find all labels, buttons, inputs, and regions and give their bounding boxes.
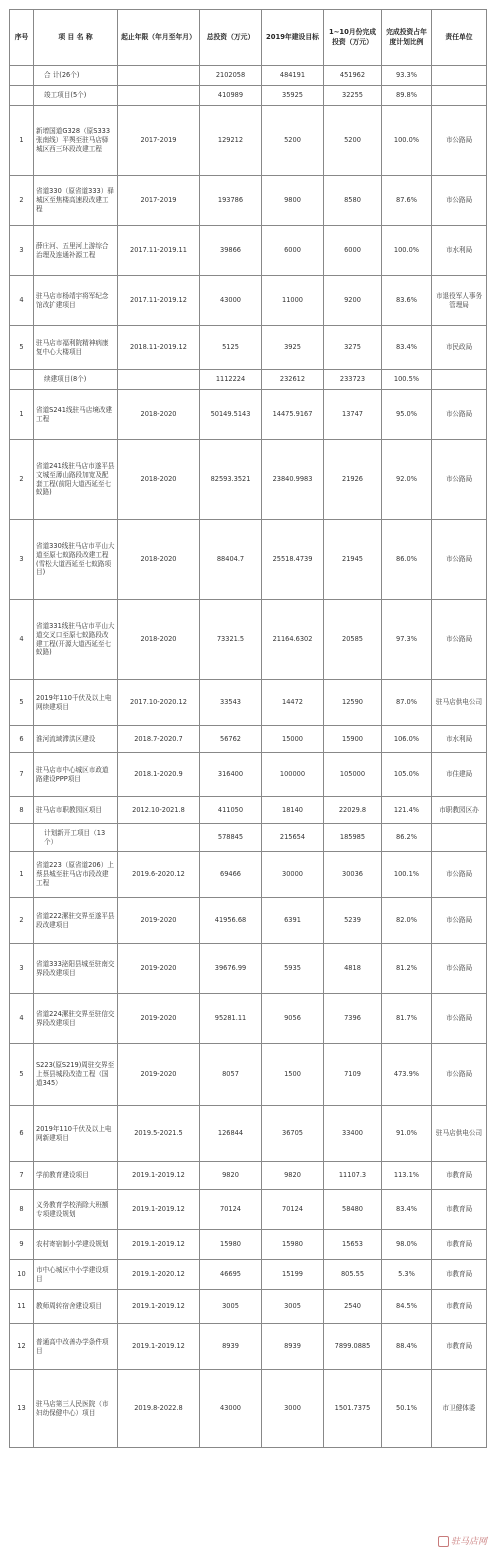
cell-target: 36705 [262,1106,324,1162]
cell-done: 5239 [324,898,382,944]
cell-seq: 11 [10,1290,34,1324]
cell-done: 7109 [324,1044,382,1106]
cell-name: 驻马店市福利院精神病康复中心大楼项目 [34,326,118,370]
site-watermark [438,1534,487,1547]
table-row [10,1044,487,1106]
cell-name: 驻马店市杨靖宇将军纪念馆改扩建项目 [34,276,118,326]
cell-seq: 4 [10,600,34,680]
cell-unit: 市公路局 [432,520,487,600]
cell-unit: 市公路局 [432,898,487,944]
cell-ratio: 100.1% [382,852,432,898]
cell-ratio: 81.7% [382,994,432,1044]
cell-name: 普通高中改善办学条件项目 [34,1324,118,1370]
cell-period: 2019.1-2019.12 [118,1290,200,1324]
cell-seq [10,370,34,390]
table-row [10,440,487,520]
cell-period: 2018-2020 [118,390,200,440]
cell-name: 续建项目(8个) [34,370,118,390]
cell-done: 2540 [324,1290,382,1324]
cell-total: 56762 [200,726,262,753]
cell-unit: 市公路局 [432,1044,487,1106]
cell-unit: 市教育局 [432,1190,487,1230]
header-ratio: 完成投资占年度计划比例 [382,10,432,66]
table-row [10,726,487,753]
table-row [10,106,487,176]
cell-seq: 3 [10,520,34,600]
cell-period [118,370,200,390]
cell-target: 14475.9167 [262,390,324,440]
cell-total: 411050 [200,797,262,824]
cell-done: 8580 [324,176,382,226]
cell-name: 2019年110千伏及以上电网续建项目 [34,680,118,726]
cell-target: 484191 [262,66,324,86]
cell-seq: 5 [10,326,34,370]
cell-seq [10,86,34,106]
cell-seq: 12 [10,1324,34,1370]
cell-total: 8939 [200,1324,262,1370]
cell-total: 129212 [200,106,262,176]
cell-done: 4818 [324,944,382,994]
cell-target: 30000 [262,852,324,898]
header-done: 1~10月份完成投资（万元） [324,10,382,66]
cell-target: 3000 [262,1370,324,1448]
header-unit: 责任单位 [432,10,487,66]
cell-unit: 市公路局 [432,106,487,176]
cell-name: 省道S241线驻马店境改建工程 [34,390,118,440]
cell-period: 2018-2020 [118,600,200,680]
cell-unit: 驻马店供电公司 [432,1106,487,1162]
cell-ratio: 5.3% [382,1260,432,1290]
cell-name: 竣工项目(5个) [34,86,118,106]
cell-total: 70124 [200,1190,262,1230]
cell-ratio: 87.6% [382,176,432,226]
cell-period: 2019.1-2019.12 [118,1324,200,1370]
cell-total: 126844 [200,1106,262,1162]
table-row [10,176,487,226]
cell-unit [432,66,487,86]
cell-done: 233723 [324,370,382,390]
cell-unit: 市教育局 [432,1230,487,1260]
cell-period: 2019.1-2020.12 [118,1260,200,1290]
cell-seq: 3 [10,226,34,276]
cell-period: 2019-2020 [118,944,200,994]
cell-target: 25518.4739 [262,520,324,600]
cell-period: 2012.10-2021.8 [118,797,200,824]
cell-unit: 驻马店供电公司 [432,680,487,726]
cell-seq [10,824,34,852]
cell-ratio: 92.0% [382,440,432,520]
cell-ratio: 50.1% [382,1370,432,1448]
cell-seq: 8 [10,797,34,824]
cell-ratio: 473.9% [382,1044,432,1106]
cell-seq: 8 [10,1190,34,1230]
cell-name: S223(原S219)周驻交界至上蔡县城段改造工程（国道345） [34,1044,118,1106]
cell-done: 32255 [324,86,382,106]
cell-ratio: 95.0% [382,390,432,440]
cell-total: 39866 [200,226,262,276]
table-row [10,390,487,440]
cell-done: 12590 [324,680,382,726]
cell-target: 9056 [262,994,324,1044]
table-row [10,326,487,370]
cell-ratio: 82.0% [382,898,432,944]
cell-seq: 3 [10,944,34,994]
table-row [10,797,487,824]
cell-name: 省道222漯驻交界至遂平县段改建项目 [34,898,118,944]
cell-unit: 市卫健体委 [432,1370,487,1448]
cell-total: 39676.99 [200,944,262,994]
cell-target: 70124 [262,1190,324,1230]
summary-row [10,824,487,852]
cell-ratio: 93.3% [382,66,432,86]
cell-period [118,66,200,86]
cell-target: 15980 [262,1230,324,1260]
cell-target: 1500 [262,1044,324,1106]
cell-name: 合 计(26个) [34,66,118,86]
cell-unit: 市公路局 [432,600,487,680]
cell-name: 省道223（原省道206）上蔡县城至驻马店市段改建工程 [34,852,118,898]
cell-period: 2017.11-2019.12 [118,276,200,326]
cell-ratio: 87.0% [382,680,432,726]
cell-unit: 市民政局 [432,326,487,370]
cell-done: 105000 [324,753,382,797]
cell-total: 5125 [200,326,262,370]
cell-total: 1112224 [200,370,262,390]
cell-seq: 6 [10,1106,34,1162]
cell-seq: 1 [10,106,34,176]
cell-name: 省道330（原省道333）驿城区至焦楼高速段改建工程 [34,176,118,226]
cell-name: 市中心城区中小学建设项目 [34,1260,118,1290]
cell-seq: 13 [10,1370,34,1448]
cell-done: 6000 [324,226,382,276]
cell-unit: 市退役军人事务管理局 [432,276,487,326]
table-body [10,66,487,1448]
cell-unit: 市水利局 [432,226,487,276]
cell-period: 2018-2020 [118,520,200,600]
cell-unit: 市公路局 [432,440,487,520]
cell-name: 农村寄宿制小学建设规划 [34,1230,118,1260]
cell-total: 410989 [200,86,262,106]
cell-done: 3275 [324,326,382,370]
cell-target: 232612 [262,370,324,390]
cell-ratio: 98.0% [382,1230,432,1260]
cell-total: 69466 [200,852,262,898]
header-total: 总投资（万元） [200,10,262,66]
cell-done: 21945 [324,520,382,600]
cell-name: 省道331线驻马店市平山大道交叉口至原七蚁路段改建工程(开源大道西延至七蚁路) [34,600,118,680]
table-row [10,1290,487,1324]
cell-period: 2017-2019 [118,106,200,176]
cell-target: 14472 [262,680,324,726]
cell-unit: 市职教园区办 [432,797,487,824]
cell-period: 2017-2019 [118,176,200,226]
cell-target: 3925 [262,326,324,370]
cell-name: 省道330线驻马店市平山大道至原七蚁路段改建工程(雪松大道西延至七蚁路项目) [34,520,118,600]
cell-seq: 5 [10,680,34,726]
table-row [10,1190,487,1230]
cell-target: 5200 [262,106,324,176]
cell-ratio: 86.2% [382,824,432,852]
cell-target: 15199 [262,1260,324,1290]
table-row [10,1260,487,1290]
cell-period: 2019-2020 [118,994,200,1044]
cell-name: 2019年110千伏及以上电网新建项目 [34,1106,118,1162]
cell-target: 35925 [262,86,324,106]
cell-done: 11107.3 [324,1162,382,1190]
cell-done: 20585 [324,600,382,680]
cell-target: 8939 [262,1324,324,1370]
cell-total: 41956.68 [200,898,262,944]
cell-total: 50149.5143 [200,390,262,440]
cell-target: 3005 [262,1290,324,1324]
cell-period: 2019.1-2019.12 [118,1230,200,1260]
cell-period [118,824,200,852]
cell-unit: 市公路局 [432,994,487,1044]
cell-done: 9200 [324,276,382,326]
cell-ratio: 84.5% [382,1290,432,1324]
cell-done: 15900 [324,726,382,753]
cell-seq: 1 [10,390,34,440]
cell-done: 805.55 [324,1260,382,1290]
cell-name: 义务教育学校消除大班额专项建设规划 [34,1190,118,1230]
table-row [10,276,487,326]
cell-seq: 10 [10,1260,34,1290]
cell-period: 2019.8-2022.8 [118,1370,200,1448]
cell-target: 215654 [262,824,324,852]
cell-target: 5935 [262,944,324,994]
cell-unit: 市教育局 [432,1260,487,1290]
cell-unit: 市住建局 [432,753,487,797]
cell-name: 驻马店市中心城区市政道路建设PPP项目 [34,753,118,797]
cell-seq: 2 [10,440,34,520]
cell-done: 451962 [324,66,382,86]
cell-target: 6000 [262,226,324,276]
cell-seq: 2 [10,898,34,944]
cell-name: 计划新开工项目（13个） [34,824,118,852]
cell-period: 2018.11-2019.12 [118,326,200,370]
table-row [10,680,487,726]
cell-unit: 市公路局 [432,390,487,440]
header-seq: 序号 [10,10,34,66]
cell-ratio: 91.0% [382,1106,432,1162]
cell-total: 73321.5 [200,600,262,680]
table-row [10,1370,487,1448]
table-row [10,1230,487,1260]
cell-total: 46695 [200,1260,262,1290]
cell-total: 88404.7 [200,520,262,600]
cell-seq: 4 [10,276,34,326]
table-row [10,1106,487,1162]
cell-done: 22029.8 [324,797,382,824]
cell-unit [432,86,487,106]
cell-total: 95281.11 [200,994,262,1044]
cell-target: 100000 [262,753,324,797]
cell-total: 43000 [200,276,262,326]
cell-seq: 6 [10,726,34,753]
cell-name: 省道333泌阳县城至驻南交界段改建项目 [34,944,118,994]
cell-unit: 市水利局 [432,726,487,753]
cell-done: 58480 [324,1190,382,1230]
cell-total: 2102058 [200,66,262,86]
cell-unit: 市教育局 [432,1162,487,1190]
cell-target: 9820 [262,1162,324,1190]
investment-table [9,9,487,1448]
cell-seq [10,66,34,86]
cell-period: 2018.7-2020.7 [118,726,200,753]
cell-ratio: 89.8% [382,86,432,106]
cell-name: 学前教育建设项目 [34,1162,118,1190]
table-row [10,753,487,797]
cell-seq: 7 [10,1162,34,1190]
cell-name: 驻马店第三人民医院（市妇幼保健中心）项目 [34,1370,118,1448]
cell-ratio: 83.4% [382,1190,432,1230]
cell-done: 15653 [324,1230,382,1260]
cell-unit: 市教育局 [432,1324,487,1370]
cell-done: 7899.0885 [324,1324,382,1370]
cell-period: 2017.10-2020.12 [118,680,200,726]
watermark-text: 驻马店网 [450,1537,487,1547]
cell-target: 9800 [262,176,324,226]
header-name: 项 目 名 称 [34,10,118,66]
table-row [10,852,487,898]
table-row [10,520,487,600]
cell-period: 2019.6-2020.12 [118,852,200,898]
cell-unit: 市公路局 [432,176,487,226]
header-target: 2019年建设目标 [262,10,324,66]
cell-target: 18140 [262,797,324,824]
cell-total: 15980 [200,1230,262,1260]
cell-target: 21164.6302 [262,600,324,680]
cell-period: 2017.11-2019.11 [118,226,200,276]
cell-ratio: 88.4% [382,1324,432,1370]
cell-done: 21926 [324,440,382,520]
cell-unit: 市公路局 [432,852,487,898]
cell-done: 13747 [324,390,382,440]
cell-period: 2019-2020 [118,1044,200,1106]
cell-seq: 7 [10,753,34,797]
cell-period: 2019.1-2019.12 [118,1190,200,1230]
cell-unit [432,370,487,390]
cell-ratio: 83.6% [382,276,432,326]
cell-done: 1501.7375 [324,1370,382,1448]
cell-name: 驻马店市职教园区项目 [34,797,118,824]
cell-seq: 9 [10,1230,34,1260]
cell-done: 5200 [324,106,382,176]
cell-seq: 2 [10,176,34,226]
header-period: 起止年限（年月至年月） [118,10,200,66]
cell-period: 2019.5-2021.5 [118,1106,200,1162]
summary-row [10,66,487,86]
table-row [10,898,487,944]
cell-ratio: 100.5% [382,370,432,390]
cell-unit: 市公路局 [432,944,487,994]
cell-total: 193786 [200,176,262,226]
table-row [10,1162,487,1190]
cell-period: 2018.1-2020.9 [118,753,200,797]
cell-done: 7396 [324,994,382,1044]
cell-total: 3005 [200,1290,262,1324]
cell-ratio: 100.0% [382,226,432,276]
cell-period: 2018-2020 [118,440,200,520]
cell-ratio: 105.0% [382,753,432,797]
cell-total: 8057 [200,1044,262,1106]
cell-name: 省道224漯驻交界至驻信交界段改建项目 [34,994,118,1044]
table-row [10,1324,487,1370]
watermark-logo-icon [438,1536,449,1547]
cell-seq: 1 [10,852,34,898]
cell-target: 15000 [262,726,324,753]
table-row [10,944,487,994]
header-row [10,10,487,66]
cell-name: 新增国道G328（原S333张南线）平舆至驻马店驿城区西三环段改建工程 [34,106,118,176]
cell-total: 82593.3521 [200,440,262,520]
cell-seq: 4 [10,994,34,1044]
table-row [10,226,487,276]
cell-ratio: 81.2% [382,944,432,994]
cell-done: 30036 [324,852,382,898]
cell-total: 578845 [200,824,262,852]
table-row [10,994,487,1044]
cell-done: 33400 [324,1106,382,1162]
summary-row [10,86,487,106]
cell-period [118,86,200,106]
cell-ratio: 121.4% [382,797,432,824]
cell-ratio: 106.0% [382,726,432,753]
cell-ratio: 83.4% [382,326,432,370]
cell-total: 43000 [200,1370,262,1448]
cell-name: 薛庄河、五里河上游综合治理及连通补源工程 [34,226,118,276]
cell-period: 2019.1-2019.12 [118,1162,200,1190]
cell-target: 6391 [262,898,324,944]
cell-seq: 5 [10,1044,34,1106]
cell-name: 淮河流域滞洪区建设 [34,726,118,753]
cell-ratio: 86.0% [382,520,432,600]
cell-total: 33543 [200,680,262,726]
cell-unit [432,824,487,852]
cell-period: 2019-2020 [118,898,200,944]
cell-target: 11000 [262,276,324,326]
cell-name: 省道241线驻马店市遂平县文城至薄山路段加宽及配套工程(前阳大道西延至七蚁路) [34,440,118,520]
summary-row [10,370,487,390]
cell-target: 23840.9983 [262,440,324,520]
cell-total: 316400 [200,753,262,797]
cell-ratio: 100.0% [382,106,432,176]
cell-done: 185985 [324,824,382,852]
cell-total: 9820 [200,1162,262,1190]
cell-ratio: 113.1% [382,1162,432,1190]
table-row [10,600,487,680]
cell-ratio: 97.3% [382,600,432,680]
cell-name: 教师周转宿舍建设项目 [34,1290,118,1324]
cell-unit: 市教育局 [432,1290,487,1324]
